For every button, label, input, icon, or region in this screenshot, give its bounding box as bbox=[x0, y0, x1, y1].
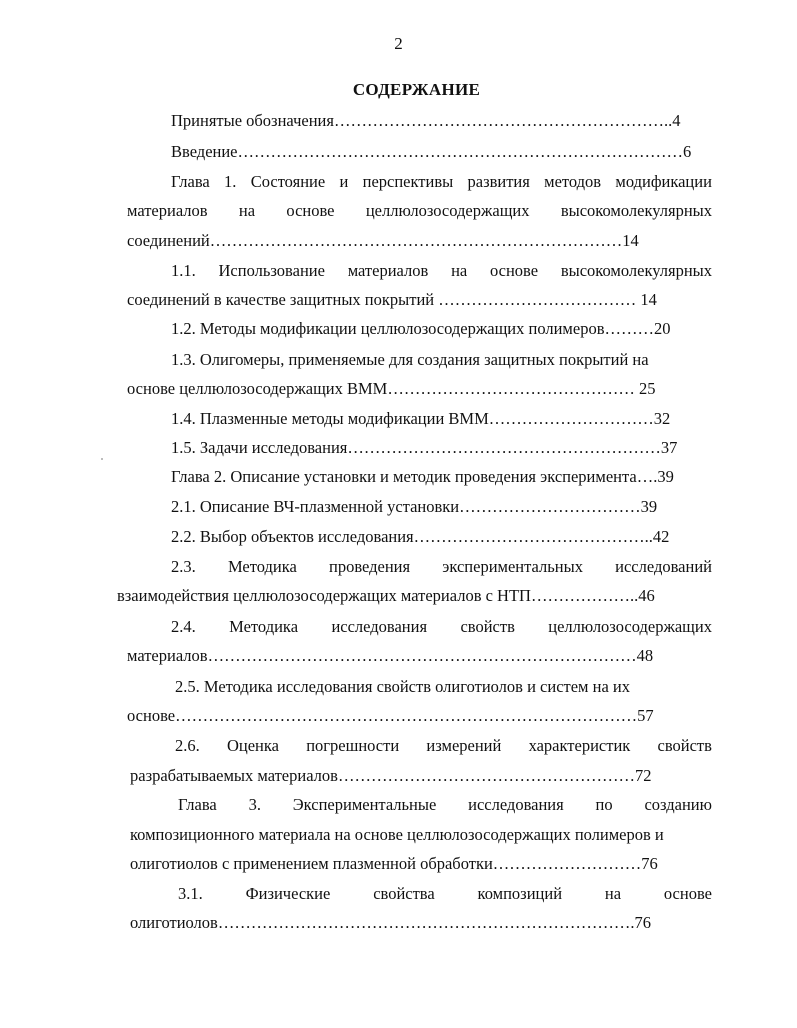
word: на bbox=[238, 201, 256, 220]
word: перспективы bbox=[362, 172, 454, 191]
word: Методика bbox=[227, 557, 297, 576]
word: погрешности bbox=[306, 736, 400, 755]
word: развития bbox=[467, 172, 530, 191]
word: высокомолекулярных bbox=[560, 201, 712, 220]
word: основе bbox=[663, 884, 712, 903]
word: исследования bbox=[331, 617, 428, 636]
toc-entry-1-1-line-2: соединений в качестве защитных покрытий ……………………………… 14 bbox=[127, 290, 657, 309]
toc-entry-1-3-line-1: 1.3. Олигомеры, применяемые для создания защитных покрытий на bbox=[171, 350, 649, 369]
word: измерений bbox=[426, 736, 502, 755]
toc-entry-1-4: 1.4. Плазменные методы модификации ВММ…………………………32 bbox=[171, 409, 671, 428]
toc-entry-2-5-line-2: основе…………………………………………………………………………57 bbox=[127, 706, 654, 725]
word: 1.1. bbox=[171, 261, 196, 280]
word: экспериментальных bbox=[442, 557, 583, 576]
word: материалов bbox=[127, 201, 208, 220]
toc-entry-2-3-line-2: взаимодействия целлюлозосодержащих материалов с НТП………………..46 bbox=[117, 586, 655, 605]
word: и bbox=[339, 172, 349, 191]
word: Физические bbox=[245, 884, 331, 903]
toc-entry-chapter-2: Глава 2. Описание установки и методик проведения эксперимента….39 bbox=[171, 467, 674, 486]
toc-entry-2-4-line-2: материалов……………………………………………………………………48 bbox=[127, 646, 654, 665]
scan-artifact bbox=[101, 458, 103, 460]
word: 3.1. bbox=[178, 884, 203, 903]
word: свойств bbox=[460, 617, 515, 636]
word: модификации bbox=[615, 172, 712, 191]
toc-entry-chapter-3-line-1 bbox=[178, 795, 712, 815]
toc-entry-2-4-line-1 bbox=[171, 617, 712, 637]
word: свойств bbox=[657, 736, 712, 755]
word: 1. bbox=[224, 172, 237, 191]
toc-entry-1-2: 1.2. Методы модификации целлюлозосодержащих полимеров………20 bbox=[171, 319, 671, 338]
word: Экспериментальные bbox=[292, 795, 437, 814]
toc-entry-1-1-line-1 bbox=[171, 261, 712, 281]
word: на bbox=[604, 884, 622, 903]
word: целлюлозосодержащих bbox=[365, 201, 530, 220]
word: созданию bbox=[644, 795, 712, 814]
word: на bbox=[451, 261, 468, 280]
word: целлюлозосодержащих bbox=[548, 617, 712, 636]
word: по bbox=[595, 795, 613, 814]
word: основе bbox=[286, 201, 335, 220]
word: свойства bbox=[373, 884, 435, 903]
word: Методика bbox=[229, 617, 299, 636]
toc-entry-2-1: 2.1. Описание ВЧ-плазменной установки……………………………39 bbox=[171, 497, 658, 516]
word: композиций bbox=[477, 884, 563, 903]
word: 3. bbox=[248, 795, 261, 814]
word: Использование bbox=[218, 261, 325, 280]
word: 2.6. bbox=[175, 736, 200, 755]
word: методов bbox=[544, 172, 602, 191]
word: основе bbox=[489, 261, 539, 280]
toc-entry-chapter-1-line-3: соединений…………………………………………………………………14 bbox=[127, 231, 639, 250]
toc-entry-chapter-1-line-2 bbox=[127, 201, 712, 221]
toc-entry-introduction: Введение………………………………………………………………………6 bbox=[171, 142, 692, 161]
word: Глава bbox=[178, 795, 217, 814]
word: материалов bbox=[347, 261, 429, 280]
toc-entry-chapter-1-line-1 bbox=[171, 172, 712, 192]
toc-entry-2-5-line-1: 2.5. Методика исследования свойств олиготиолов и систем на их bbox=[175, 677, 630, 696]
toc-entry-1-3-line-2: основе целлюлозосодержащих ВММ……………………………………… 25 bbox=[127, 379, 656, 398]
word: Глава bbox=[171, 172, 210, 191]
word: Состояние bbox=[250, 172, 326, 191]
toc-entry-chapter-3-line-2: композиционного материала на основе целлюлозосодержащих полимеров и bbox=[130, 825, 664, 844]
word: 2.3. bbox=[171, 557, 196, 576]
word: Оценка bbox=[226, 736, 279, 755]
toc-entry-2-6-line-2: разрабатываемых материалов………………………………………………72 bbox=[130, 766, 652, 785]
toc-entry-3-1-line-2: олиготиолов………………………………………………………………….76 bbox=[130, 913, 651, 932]
toc-entry-2-2: 2.2. Выбор объектов исследования……………………………………..42 bbox=[171, 527, 670, 546]
word: характеристик bbox=[528, 736, 631, 755]
word: высокомолекулярных bbox=[560, 261, 712, 280]
word: 2.4. bbox=[171, 617, 196, 636]
page-number: 2 bbox=[394, 34, 403, 53]
toc-entry-2-3-line-1 bbox=[171, 557, 712, 577]
word: проведения bbox=[329, 557, 411, 576]
page-title: СОДЕРЖАНИЕ bbox=[352, 80, 481, 99]
word: исследования bbox=[468, 795, 564, 814]
toc-entry-chapter-3-line-3: олиготиолов с применением плазменной обработки………………………76 bbox=[130, 854, 658, 873]
toc-entry-1-5: 1.5. Задачи исследования…………………………………………………37 bbox=[171, 438, 678, 457]
word: исследований bbox=[615, 557, 712, 576]
toc-entry-3-1-line-1 bbox=[178, 884, 712, 904]
toc-entry-2-6-line-1 bbox=[175, 736, 712, 756]
toc-entry-designations: Принятые обозначения……………………………………………………..4 bbox=[171, 111, 681, 130]
